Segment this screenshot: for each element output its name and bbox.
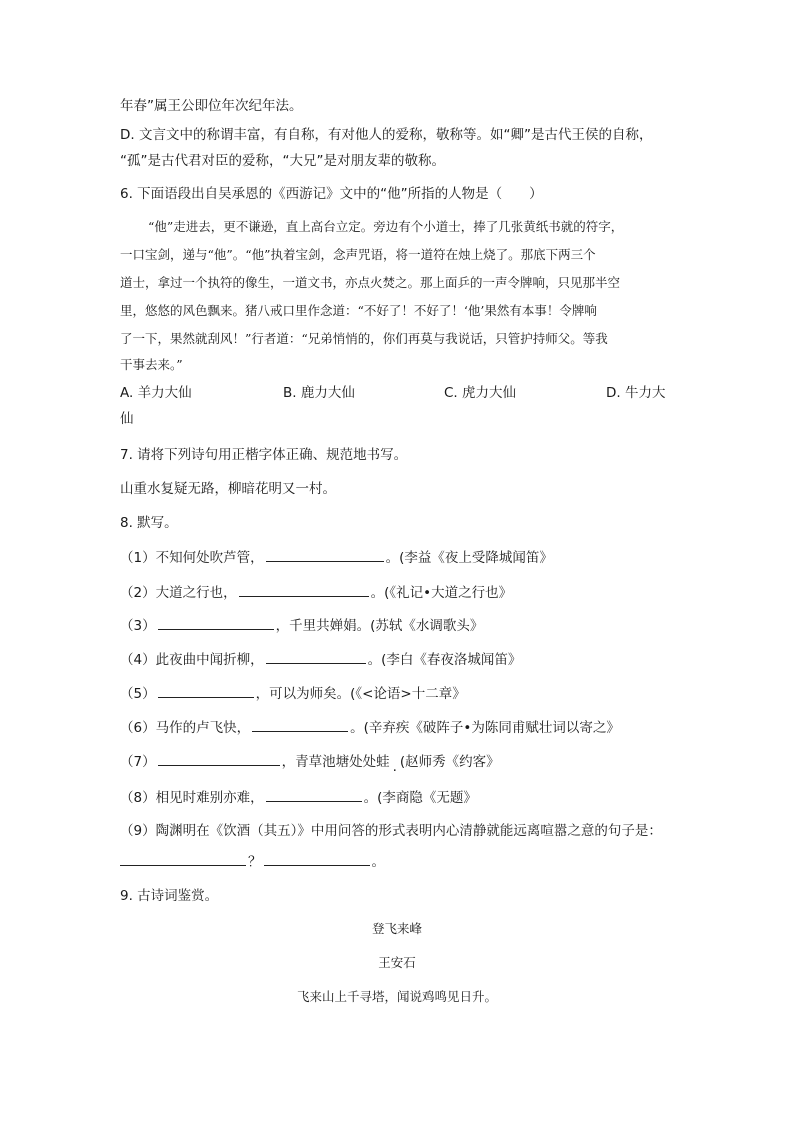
fill-item (120, 649, 521, 670)
fill-item-suffix: ，可以为师矣。(《<论语>十二章》 (255, 686, 466, 702)
answer-blank[interactable] (239, 582, 369, 597)
answer-blank[interactable] (158, 751, 280, 766)
passage-line: “他”走进去，更不谦逊，直上高台立定。旁边有个小道士，捧了几张黄纸书就的符字， (148, 219, 624, 234)
text-line: 年春”属王公即位年次纪年法。 (120, 98, 303, 114)
fill-item-suffix: 。(李商隐《无题》 (363, 790, 477, 806)
option-c: C. 虎力大仙 (444, 385, 517, 401)
fill-item-tail: (赵师秀《约客》 (399, 754, 500, 770)
text-line: D. 文言文中的称谓丰富，有自称，有对他人的爱称，敬称等。如“卿”是古代王侯的自称， (120, 127, 653, 143)
answer-blank[interactable] (266, 787, 362, 802)
fill-item-suffix: 。(辛弃疾《破阵子•为陈同甫赋壮词以寄之》 (350, 720, 620, 736)
option-d-wrap: 仙 (120, 411, 134, 427)
fill-item-prefix: （1）不知何处吹芦管， (120, 550, 264, 566)
fill-item (120, 787, 477, 808)
fill-item (120, 582, 512, 603)
fill-item-suffix: ，千里共婵娟。(苏轼《水调歌头》 (275, 618, 484, 634)
option-d: D. 牛力大 (606, 385, 666, 401)
passage-line: 里，悠悠的风色飘来。猪八戒口里作念道：“不好了！不好了！‘他’果然有本事！令牌响 (120, 303, 597, 318)
answer-blank[interactable] (158, 615, 274, 630)
question-6-stem: 6. 下面语段出自吴承恩的《西游记》文中的“他”所指的人物是（ ） (120, 186, 543, 202)
fill-item (120, 683, 466, 704)
fill-item-suffix: ，青草池塘处处蛙 (281, 754, 390, 770)
answer-blank[interactable] (158, 683, 254, 698)
question-8-stem: 8. 默写。 (120, 515, 178, 531)
passage-line: 了一下，果然就刮风！”行者道：“兄弟悄悄的，你们再莫与我说话，只管护持师父。等我 (120, 331, 608, 346)
text-line: “孤”是古代君对臣的爱称，“大兄”是对朋友辈的敬称。 (120, 153, 445, 169)
fill-item-suffix: 。(李白《春夜洛城闻笛》 (367, 652, 522, 668)
fill-item (120, 547, 553, 568)
fill-item (120, 615, 483, 636)
question-mark: ？ (248, 854, 262, 870)
passage-line: 道士，拿过一个执符的像生，一道文书，亦点火焚之。那上面乒的一声令牌响，只见那半空 (120, 275, 621, 290)
fill-item-prefix: （5） (120, 686, 156, 702)
passage-line: 一口宝剑，递与“他”。“他”执着宝剑，念声咒语，将一道符在烛上烧了。那底下两三个 (120, 247, 596, 262)
fill-item-prefix: （6）马作的卢飞快， (120, 720, 251, 736)
option-b: B. 鹿力大仙 (283, 385, 355, 401)
question-7-stem: 7. 请将下列诗句用正楷字体正确、规范地书写。 (120, 447, 408, 463)
fill-item-prefix: （4）此夜曲中闻折柳， (120, 652, 264, 668)
fill-item-suffix: 。(李益《夜上受降城闻笛》 (385, 550, 553, 566)
answer-blank[interactable] (266, 547, 384, 562)
poem-author: 王安石 (378, 955, 416, 970)
passage-line: 干事去来。” (120, 357, 183, 372)
fill-item (120, 717, 620, 738)
period-mark: . (392, 759, 397, 775)
question-7-poem: 山重水复疑无路，柳暗花明又一村。 (120, 481, 336, 497)
period: 。 (371, 854, 385, 870)
fill-item-prefix: （2）大道之行也， (120, 585, 237, 601)
fill-item-9-stem: （9）陶渊明在《饮酒（其五）》中用问答的形式表明内心清静就能远离喧嚣之意的句子是： (120, 823, 662, 839)
fill-item (120, 751, 500, 775)
fill-item-prefix: （8）相见时难别亦难， (120, 790, 264, 806)
fill-item-9-blanks (120, 851, 385, 872)
fill-item-prefix: （7） (120, 754, 156, 770)
answer-blank[interactable] (252, 717, 348, 732)
answer-blank[interactable] (264, 851, 370, 866)
fill-item-suffix: 。(《礼记•大道之行也》 (370, 585, 513, 601)
poem-line: 飞来山上千寻塔，闻说鸡鸣见日升。 (296, 989, 497, 1004)
option-a: A. 羊力大仙 (120, 385, 192, 401)
answer-blank[interactable] (120, 851, 246, 866)
answer-blank[interactable] (266, 649, 366, 664)
question-9-stem: 9. 古诗词鉴赏。 (120, 888, 219, 904)
fill-item-prefix: （3） (120, 618, 156, 634)
poem-title: 登飞来峰 (371, 921, 422, 936)
